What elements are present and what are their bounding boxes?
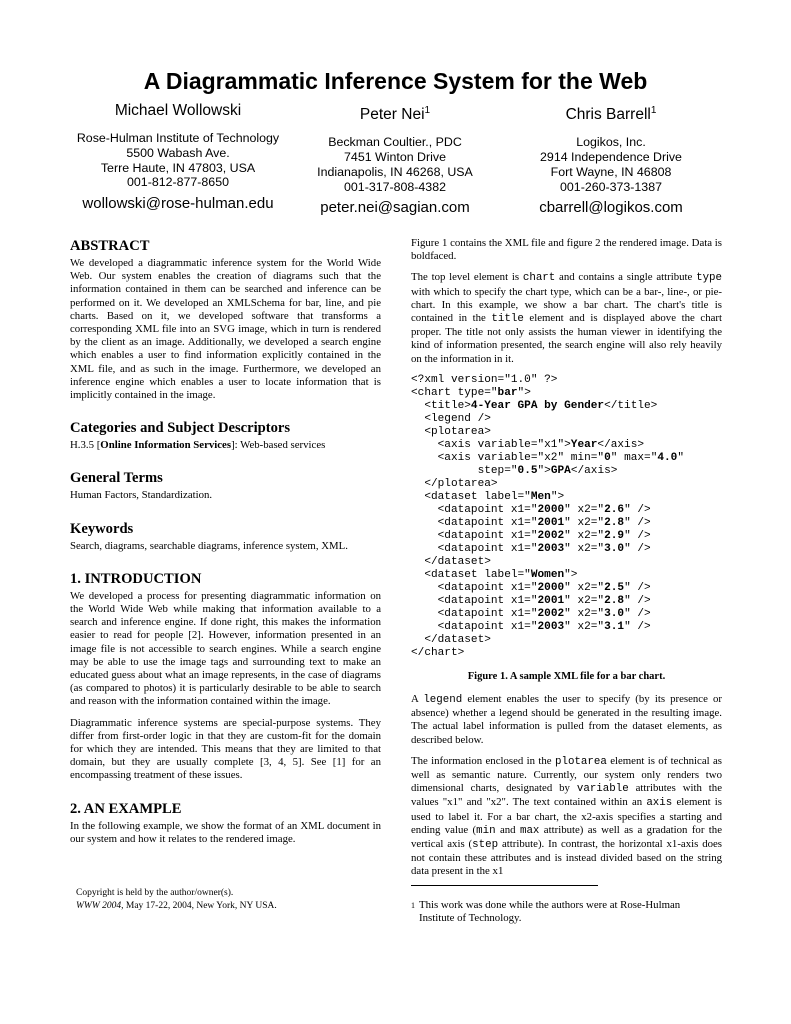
introduction-paragraph: We developed a process for presenting diagrammatic information on the World Wide Web while making that information available to a search and inference engine. If done right, this makes the information easier to read for people [2]. However, information presented in an image file is not accessible to search engines. While a search engine may be able to use the image tags and surrounding text to make an educated guess about what an image represents, in the case of diagrams (as compared to photos) it is particularly desirable to be able to search and reason with the information contained within the image. — [70, 589, 381, 708]
author-email: peter.nei@sagian.com — [320, 199, 470, 217]
footnote-mark: 1 — [650, 105, 657, 116]
author-affiliation-line: Terre Haute, IN 47803, USA — [100, 160, 256, 175]
footnote-mark: 1 — [424, 105, 431, 116]
author-block — [270, 101, 520, 216]
left-column — [70, 238, 381, 854]
categories-text: H.3.5 [Online Information Services]: Web-based services — [70, 439, 326, 452]
author-affiliation-line: Indianapolis, IN 46268, USA — [317, 164, 473, 179]
author-block — [53, 101, 303, 212]
introduction-paragraph: Diagrammatic inference systems are special-purpose systems. They differ from first-order logic in that they are custom-fit for the domain for which they are intended. This means that they are limited to that domain, but they are usually complete [3, 4, 5]. See [1] for an encompassing treatment of these issues. — [70, 716, 381, 782]
footnote-text: This work was done while the authors were at Rose-Hulman Institute of Technology. — [419, 899, 681, 925]
keywords-heading: Keywords — [70, 520, 134, 537]
figure-caption: Figure 1. A sample XML file for a bar chart. — [467, 670, 666, 682]
general-terms-text: Human Factors, Standardization. — [70, 489, 213, 502]
author-phone: 001-260-373-1387 — [560, 179, 662, 194]
author-name: Michael Wollowski — [114, 102, 242, 119]
author-affiliation-line: Beckman Coultier., PDC — [328, 135, 462, 150]
body-paragraph: The top level element is chart and contains a single attribute type with which to specify the chart type, which can be a bar-, line-, or pie-chart. In this example, we show a bar chart. The chart's title is contained in the title element and is displayed above the chart proper. The title not only assists the human viewer in identifying the kind of information presented, the search engine will also rely heavily on the information in it. — [411, 271, 723, 365]
author-affiliation-line: Fort Wayne, IN 46808 — [550, 164, 672, 179]
author-block — [486, 101, 736, 216]
author-name: Chris Barrell$^1$ — [565, 105, 657, 124]
author-phone: 001-317-808-4382 — [344, 179, 446, 194]
footnote-mark: 1 — [411, 901, 415, 910]
copyright-notice: Copyright is held by the author/owner(s). WWW 2004, May 17-22, 2004, New York, NY USA. — [76, 888, 277, 911]
abstract-text: We developed a diagrammatic inference system for the World Wide Web. Our system enables the creation of diagrams such that the information contained in them can be searched and inference can be performed on it. We developed an XMLSchema for bar, line, and pie charts. Based on it, we developed software that transforms a corresponding XML file into an SVG image, which in turn is rendered by the client as an image. Additionally, we developed a search engine which enables a user to find information explicitly contained in the XML file, and as such in the image. Furthermore, we developed an inference engine which enables a user to locate information that is implicitly contained in the image. — [70, 257, 381, 402]
author-affiliation-line: 5500 Wabash Ave. — [126, 145, 230, 160]
author-affiliation-line: Rose-Hulman Institute of Technology — [76, 131, 280, 145]
example-heading: 2. AN EXAMPLE — [70, 800, 182, 817]
keywords-text: Search, diagrams, searchable diagrams, inference system, XML. — [70, 539, 348, 552]
author-affiliation-line: 7451 Winton Drive — [344, 149, 446, 164]
footnote-rule — [411, 885, 598, 886]
body-paragraph: Figure 1 contains the XML file and figure 2 the rendered image. Data is boldfaced. — [411, 237, 722, 263]
conference-venue: WWW 2004 — [76, 900, 122, 911]
general-terms-heading: General Terms — [70, 470, 163, 487]
body-paragraph: The information enclosed in the plotarea element is of technical as well as semantic nature. Currently, our system only renders two dimensional charts, designated by variable attributes with the values "x1" and "x2". The text contained within an axis element is used to label it. For a bar chart, the x2-axis specifies a starting and ending value (min and max attribute) as well as a gradation for the vertical axis (step attribute). In contrast, the horizontal x1-axis does not contain these attributes and is instead divided based on the string data present in the x1 — [411, 754, 723, 878]
example-paragraph: In the following example, we show the format of an XML document in our system and how it relates to the rendered image. — [70, 819, 381, 845]
author-affiliation-line: 2914 Independence Drive — [540, 149, 682, 164]
xml-code-listing: <?xml version="1.0" ?> <chart type="bar"> <title>4-Year GPA by Gender</title> <legend /> <plotarea> <axis variable="x1">Year</axis> <axis variable="x2" min="0" max="4.0" step="0.5">GPA</axis> </plotarea> <dataset label="Men"> <datapoint x1="2000" x2="2.6" /> <datapoint x1="2001" x2="2.8" /> <datapoint x1="2002" x2="2.9" /> <datapoint x1="2003" x2="3.0" /> </dataset> <dataset label="Women"> <datapoint x1="2000" x2="2.5" /> <datapoint x1="2001" x2="2.8" /> <datapoint x1="2002" x2="3.0" /> <datapoint x1="2003" x2="3.1" /> </dataset> </chart> — [411, 373, 685, 659]
right-column — [411, 237, 722, 887]
abstract-heading: ABSTRACT — [70, 238, 150, 254]
paper-title: A Diagrammatic Inference System for the Web — [143, 68, 648, 94]
body-paragraph: A legend element enables the user to specify (by its presence or absence) whether a legend should be generated in the resulting image. The actual label information is pulled from the dataset elements, as described below. — [411, 693, 722, 746]
author-email: cbarrell@logikos.com — [539, 199, 683, 217]
categories-heading: Categories and Subject Descriptors — [70, 420, 291, 437]
author-affiliation-line: Logikos, Inc. — [576, 135, 646, 150]
introduction-heading: 1. INTRODUCTION — [70, 570, 202, 587]
footnote — [411, 899, 722, 925]
author-name: Peter Nei$^1$ — [359, 105, 431, 124]
author-phone: 001-812-877-8650 — [127, 175, 229, 190]
author-email: wollowski@rose-hulman.edu — [82, 195, 274, 213]
